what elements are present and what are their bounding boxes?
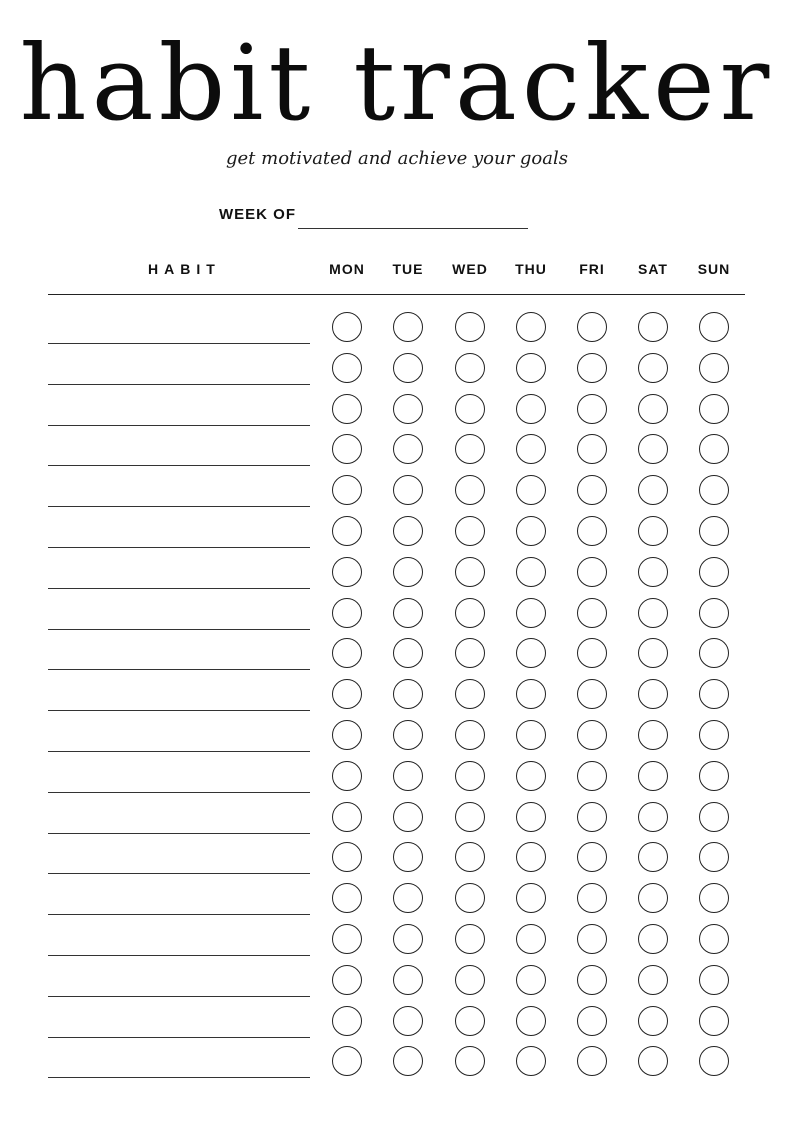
check-circle-sat[interactable] xyxy=(638,598,668,628)
check-circle-fri[interactable] xyxy=(577,965,607,995)
habit-entry-line[interactable] xyxy=(48,629,310,630)
habit-entry-line[interactable] xyxy=(48,955,310,956)
check-circle-fri[interactable] xyxy=(577,1006,607,1036)
check-circle-mon[interactable] xyxy=(332,434,362,464)
check-circle-thu[interactable] xyxy=(516,557,546,587)
check-circle-sat[interactable] xyxy=(638,394,668,424)
habit-entry-line[interactable] xyxy=(48,710,310,711)
check-circle-wed[interactable] xyxy=(455,312,485,342)
check-circle-tue[interactable] xyxy=(393,638,423,668)
check-circle-wed[interactable] xyxy=(455,965,485,995)
check-circle-tue[interactable] xyxy=(393,1006,423,1036)
habit-entry-line[interactable] xyxy=(48,996,310,997)
check-circle-sun[interactable] xyxy=(699,1006,729,1036)
check-circle-sun[interactable] xyxy=(699,353,729,383)
check-circle-sat[interactable] xyxy=(638,842,668,872)
week-of-label: WEEK OF xyxy=(219,206,296,223)
check-circle-mon[interactable] xyxy=(332,842,362,872)
habit-entry-line[interactable] xyxy=(48,792,310,793)
check-circle-sun[interactable] xyxy=(699,557,729,587)
check-circle-sat[interactable] xyxy=(638,802,668,832)
check-circle-sun[interactable] xyxy=(699,475,729,505)
check-circle-sat[interactable] xyxy=(638,638,668,668)
check-circle-thu[interactable] xyxy=(516,679,546,709)
habit-column-header: HABIT xyxy=(148,261,221,277)
habit-entry-line[interactable] xyxy=(48,873,310,874)
check-circle-tue[interactable] xyxy=(393,761,423,791)
check-circle-tue[interactable] xyxy=(393,312,423,342)
check-circle-wed[interactable] xyxy=(455,720,485,750)
check-circle-thu[interactable] xyxy=(516,475,546,505)
check-circle-wed[interactable] xyxy=(455,761,485,791)
check-circle-tue[interactable] xyxy=(393,516,423,546)
check-circle-tue[interactable] xyxy=(393,842,423,872)
check-circle-thu[interactable] xyxy=(516,924,546,954)
check-circle-wed[interactable] xyxy=(455,1006,485,1036)
check-circle-thu[interactable] xyxy=(516,312,546,342)
habit-entry-line[interactable] xyxy=(48,506,310,507)
check-circle-mon[interactable] xyxy=(332,353,362,383)
day-header-fri: FRI xyxy=(579,261,605,277)
check-circle-wed[interactable] xyxy=(455,598,485,628)
day-header-thu: THU xyxy=(515,261,547,277)
check-circle-sun[interactable] xyxy=(699,720,729,750)
check-circle-mon[interactable] xyxy=(332,557,362,587)
check-circle-thu[interactable] xyxy=(516,965,546,995)
check-circle-wed[interactable] xyxy=(455,679,485,709)
habit-entry-line[interactable] xyxy=(48,914,310,915)
check-circle-thu[interactable] xyxy=(516,1046,546,1076)
check-circle-thu[interactable] xyxy=(516,720,546,750)
habit-entry-line[interactable] xyxy=(48,833,310,834)
check-circle-sun[interactable] xyxy=(699,1046,729,1076)
check-circle-tue[interactable] xyxy=(393,720,423,750)
check-circle-thu[interactable] xyxy=(516,353,546,383)
habit-entry-line[interactable] xyxy=(48,1037,310,1038)
check-circle-tue[interactable] xyxy=(393,1046,423,1076)
check-circle-fri[interactable] xyxy=(577,434,607,464)
check-circle-mon[interactable] xyxy=(332,475,362,505)
check-circle-mon[interactable] xyxy=(332,761,362,791)
check-circle-sat[interactable] xyxy=(638,1006,668,1036)
check-circle-tue[interactable] xyxy=(393,965,423,995)
check-circle-sat[interactable] xyxy=(638,924,668,954)
habit-entry-line[interactable] xyxy=(48,1077,310,1078)
check-circle-sun[interactable] xyxy=(699,394,729,424)
check-circle-sun[interactable] xyxy=(699,598,729,628)
day-header-sun: SUN xyxy=(697,261,731,277)
check-circle-mon[interactable] xyxy=(332,883,362,913)
day-header-sat: SAT xyxy=(638,261,668,277)
check-circle-sat[interactable] xyxy=(638,434,668,464)
check-circle-thu[interactable] xyxy=(516,516,546,546)
habit-entry-line[interactable] xyxy=(48,343,310,344)
check-circle-sun[interactable] xyxy=(699,842,729,872)
habit-entry-line[interactable] xyxy=(48,547,310,548)
check-circle-fri[interactable] xyxy=(577,394,607,424)
check-circle-fri[interactable] xyxy=(577,598,607,628)
check-circle-wed[interactable] xyxy=(455,475,485,505)
check-circle-fri[interactable] xyxy=(577,312,607,342)
check-circle-fri[interactable] xyxy=(577,516,607,546)
check-circle-wed[interactable] xyxy=(455,353,485,383)
check-circle-mon[interactable] xyxy=(332,598,362,628)
check-circle-fri[interactable] xyxy=(577,353,607,383)
day-header-mon: MON xyxy=(329,261,365,277)
check-circle-sat[interactable] xyxy=(638,720,668,750)
check-circle-tue[interactable] xyxy=(393,598,423,628)
check-circle-wed[interactable] xyxy=(455,842,485,872)
check-circle-sun[interactable] xyxy=(699,761,729,791)
check-circle-fri[interactable] xyxy=(577,924,607,954)
check-circle-sun[interactable] xyxy=(699,312,729,342)
check-circle-wed[interactable] xyxy=(455,434,485,464)
check-circle-fri[interactable] xyxy=(577,638,607,668)
check-circle-thu[interactable] xyxy=(516,761,546,791)
habit-entry-line[interactable] xyxy=(48,425,310,426)
subtitle: get motivated and achieve your goals xyxy=(226,148,568,169)
check-circle-wed[interactable] xyxy=(455,638,485,668)
check-circle-tue[interactable] xyxy=(393,475,423,505)
check-circle-sun[interactable] xyxy=(699,434,729,464)
habit-entry-line[interactable] xyxy=(48,465,310,466)
check-circle-sat[interactable] xyxy=(638,679,668,709)
check-circle-mon[interactable] xyxy=(332,802,362,832)
check-circle-tue[interactable] xyxy=(393,353,423,383)
check-circle-fri[interactable] xyxy=(577,475,607,505)
check-circle-fri[interactable] xyxy=(577,557,607,587)
check-circle-mon[interactable] xyxy=(332,720,362,750)
check-circle-mon[interactable] xyxy=(332,394,362,424)
habit-entry-line[interactable] xyxy=(48,751,310,752)
page-title: habit tracker xyxy=(19,22,775,144)
check-circle-mon[interactable] xyxy=(332,516,362,546)
habit-entry-line[interactable] xyxy=(48,588,310,589)
check-circle-fri[interactable] xyxy=(577,679,607,709)
check-circle-fri[interactable] xyxy=(577,720,607,750)
check-circle-wed[interactable] xyxy=(455,516,485,546)
check-circle-sun[interactable] xyxy=(699,883,729,913)
check-circle-sun[interactable] xyxy=(699,965,729,995)
check-circle-sat[interactable] xyxy=(638,1046,668,1076)
check-circle-thu[interactable] xyxy=(516,394,546,424)
check-circle-mon[interactable] xyxy=(332,638,362,668)
check-circle-tue[interactable] xyxy=(393,434,423,464)
check-circle-tue[interactable] xyxy=(393,924,423,954)
check-circle-thu[interactable] xyxy=(516,802,546,832)
check-circle-fri[interactable] xyxy=(577,761,607,791)
check-circle-tue[interactable] xyxy=(393,883,423,913)
check-circle-wed[interactable] xyxy=(455,557,485,587)
check-circle-sat[interactable] xyxy=(638,965,668,995)
check-circle-wed[interactable] xyxy=(455,802,485,832)
check-circle-tue[interactable] xyxy=(393,394,423,424)
check-circle-mon[interactable] xyxy=(332,1006,362,1036)
check-circle-sat[interactable] xyxy=(638,557,668,587)
check-circle-wed[interactable] xyxy=(455,394,485,424)
check-circle-sun[interactable] xyxy=(699,679,729,709)
check-circle-mon[interactable] xyxy=(332,965,362,995)
check-circle-tue[interactable] xyxy=(393,557,423,587)
habit-entry-line[interactable] xyxy=(48,384,310,385)
check-circle-sun[interactable] xyxy=(699,638,729,668)
check-circle-thu[interactable] xyxy=(516,842,546,872)
check-circle-wed[interactable] xyxy=(455,883,485,913)
check-circle-mon[interactable] xyxy=(332,679,362,709)
check-circle-sun[interactable] xyxy=(699,802,729,832)
check-circle-thu[interactable] xyxy=(516,1006,546,1036)
check-circle-mon[interactable] xyxy=(332,312,362,342)
check-circle-sun[interactable] xyxy=(699,516,729,546)
day-header-wed: WED xyxy=(452,261,488,277)
check-circle-thu[interactable] xyxy=(516,638,546,668)
check-circle-wed[interactable] xyxy=(455,924,485,954)
day-header-tue: TUE xyxy=(392,261,424,277)
check-circle-mon[interactable] xyxy=(332,1046,362,1076)
check-circle-mon[interactable] xyxy=(332,924,362,954)
check-circle-thu[interactable] xyxy=(516,434,546,464)
check-circle-sat[interactable] xyxy=(638,516,668,546)
check-circle-tue[interactable] xyxy=(393,802,423,832)
check-circle-sat[interactable] xyxy=(638,761,668,791)
check-circle-thu[interactable] xyxy=(516,883,546,913)
check-circle-sat[interactable] xyxy=(638,312,668,342)
check-circle-sat[interactable] xyxy=(638,353,668,383)
check-circle-sun[interactable] xyxy=(699,924,729,954)
check-circle-fri[interactable] xyxy=(577,1046,607,1076)
check-circle-fri[interactable] xyxy=(577,802,607,832)
check-circle-sat[interactable] xyxy=(638,883,668,913)
check-circle-wed[interactable] xyxy=(455,1046,485,1076)
check-circle-tue[interactable] xyxy=(393,679,423,709)
habit-entry-line[interactable] xyxy=(48,669,310,670)
check-circle-thu[interactable] xyxy=(516,598,546,628)
check-circle-fri[interactable] xyxy=(577,842,607,872)
check-circle-fri[interactable] xyxy=(577,883,607,913)
check-circle-sat[interactable] xyxy=(638,475,668,505)
